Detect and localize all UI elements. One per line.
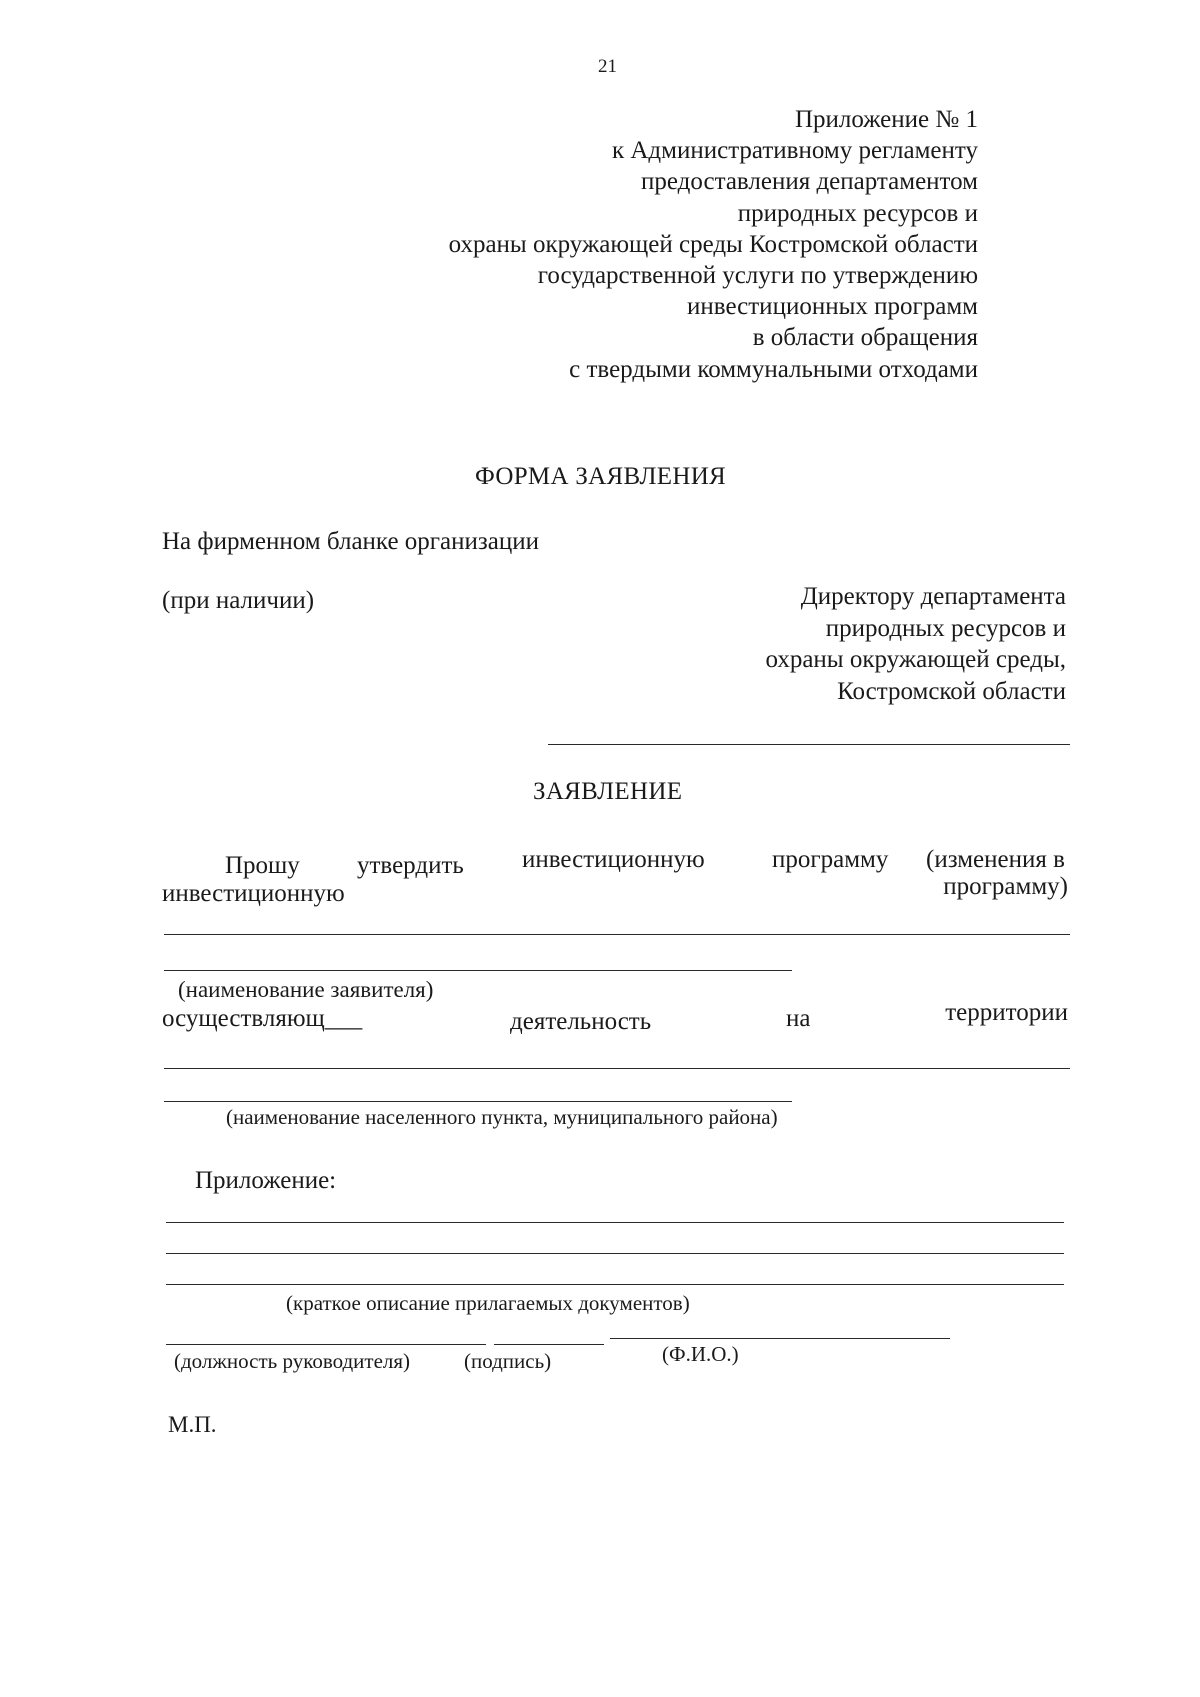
signature-line[interactable] [494,1344,604,1345]
appendix-header [338,104,978,385]
attachments-label: Приложение: [195,1167,337,1194]
addressee-line: Директору департамента [800,583,1066,610]
addressee-line: природных ресурсов и [825,614,1066,642]
attachments-line-1[interactable] [166,1222,1064,1223]
body-word: инвестиционную [522,846,705,873]
body-row-2-right: программу) [943,873,1068,900]
body-word: утвердить [357,852,464,879]
body-word: территории [945,999,1068,1026]
name-caption: (Ф.И.О.) [662,1342,739,1366]
page-number: 21 [598,56,617,77]
appendix-line: предоставления департаментом [641,168,978,196]
body-row-2-left: инвестиционную [162,880,345,907]
applicant-name-line-2[interactable] [164,970,792,971]
addressee-name-line[interactable] [548,744,1070,745]
appendix-line: Приложение № 1 [794,106,978,133]
appendix-line: в области обращения [752,324,978,352]
addressee-line: охраны окружающей среды, [765,646,1066,673]
appendix-line: охраны окружающей среды Костромской области [448,230,978,258]
body-word: деятельность [510,1008,652,1035]
body-word: Прошу [225,852,300,879]
appendix-line: государственной услуги по утверждению [537,262,978,290]
body-word: программу [772,846,889,873]
appendix-line: природных ресурсов и [737,199,978,227]
locality-line-2[interactable] [164,1101,792,1102]
body-word: (изменения в [926,846,1065,873]
statement-title: ЗАЯВЛЕНИЕ [533,778,683,805]
appendix-line: с твердыми коммунальными отходами [569,355,978,383]
form-title: ФОРМА ЗАЯВЛЕНИЯ [475,463,727,490]
stamp-label: М.П. [168,1412,217,1437]
position-caption: (должность руководителя) [174,1349,411,1373]
addressee-block [646,581,1066,707]
appendix-line: к Административному регламенту [611,137,978,165]
attachments-caption: (краткое описание прилагаемых документов) [286,1291,690,1315]
locality-line-1[interactable] [164,1068,1070,1069]
position-line[interactable] [166,1344,486,1345]
applicant-caption: (наименование заявителя) [178,977,434,1002]
letterhead-note: На фирменном бланке организации [162,528,540,555]
name-line[interactable] [610,1338,950,1339]
body-word: на [786,1005,811,1032]
addressee-line: Костромской области [837,677,1066,705]
if-any-note: (при наличии) [162,587,315,614]
attachments-line-2[interactable] [166,1253,1064,1254]
applicant-name-line-1[interactable] [164,934,1070,935]
signature-caption: (подпись) [464,1349,552,1373]
appendix-line: инвестиционных программ [687,293,978,321]
attachments-line-3[interactable] [166,1284,1064,1285]
locality-caption: (наименование населенного пункта, муниципального района) [226,1105,778,1129]
body-word: осуществляющ___ [162,1005,363,1032]
